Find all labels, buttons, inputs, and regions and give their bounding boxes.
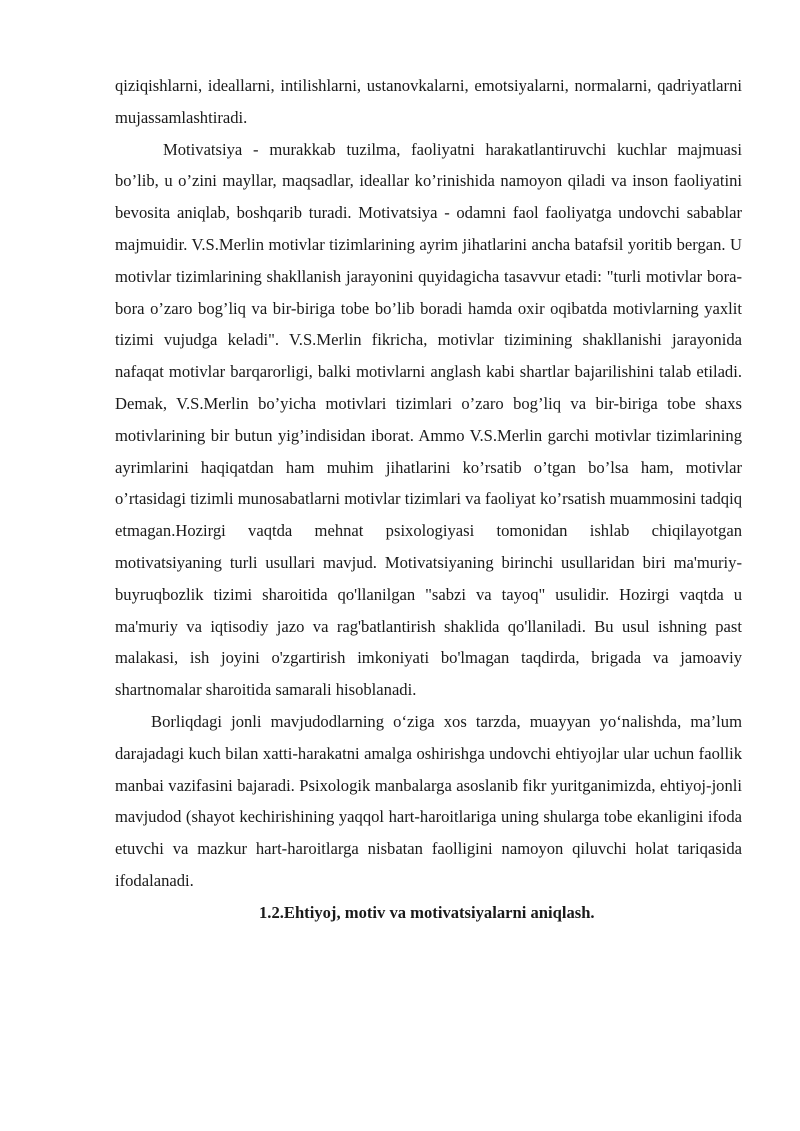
section-heading: 1.2.Ehtiyoj, motiv va motivatsiyalarni aniqlash. [259, 902, 595, 922]
paragraph-motivation: Motivatsiya - murakkab tuzilma, faoliyatni harakatlantiruvchi kuchlar majmuasi bo’lib, u o’zini mayllar, maqsadlar, ideallar ko’rinishida namoyon qiladi va inson faoliyatini bevosita aniqlab, boshqarib turadi. Motivatsiya - odamni faol faoliyatga undovchi sabablar majmuidir. V.S.Merlin motivlar tizimlarining ayrim jihatlarini ancha batafsil yoritib bergan. U motivlar tizimlarining shakllanish jarayonini quyidagicha tasavvur etadi: "turli motivlar bora-bora o’zaro bog’liq va bir-biriga tobe bo’lib boradi hamda oxir oqibatda motivlarning yaxlit tizimi vujudga keladi". V.S.Merlin fikricha, motivlar tizimining shakllanishi jarayonida nafaqat motivlar barqarorligi, balki motivlarni anglash kabi shartlar bajarilishini talab etiladi. Demak, V.S.Merlin bo’yicha motivlari tizimlari o’zaro bog’liq va bir-biriga tobe shaxs motivlarining bir butun yig’indisidan iborat. Ammo V.S.Merlin garchi motivlar tizimlarining ayrimlarini haqiqatdan ham muhim jihatlarini ko’rsatib o’tgan bo’lsa ham, motivlar o’rtasidagi tizimli munosabatlarni motivlar tizimlari va faoliyat ko’rsatish muammosini tadqiq etmagan.Hozirgi vaqtda mehnat psixologiyasi tomonidan ishlab chiqilayotgan motivatsiyaning turli usullari mavjud. Motivatsiyaning birinchi usullaridan biri ma'muriy-buyruqbozlik tizimi sharoitida qo'llanilgan "sabzi va tayoq" usulidir. Hozirgi vaqtda u ma'muriy va iqtisodiy jazo va rag'batlantirish shaklida qo'llaniladi. Bu usul ishning past malakasi, ish joyini o'zgartirish imkoniyati bo'lmagan taqdirda, brigada va jamoaviy shartnomalar sharoitida samarali hisoblanadi. [115, 139, 742, 700]
document-page [115, 70, 742, 929]
paragraph-needs: Borliqdagi jonli mavjudodlarning o‘ziga xos tarzda, muayyan yo‘nalishda, ma’lum darajadagi kuch bilan xatti-harakatni amalga oshirishga undovchi ehtiyojlar ular uchun faollik manbai vazifasini bajaradi. Psixologik manbalarga asoslanib fikr yuritganimizda, ehtiyoj-jonli mavjudod (shayot kechirishining yaqqol hart-haroitlariga uning shularga tobe ekanligini ifoda etuvchi va mazkur hart-haroitlarga nisbatan faolligini namoyon qiluvchi holat tariqasida ifodalanadi. [115, 711, 742, 890]
paragraph-continuation: qiziqishlarni, ideallarni, intilishlarni, ustanovkalarni, emotsiyalarni, normalarni, qadriyatlarni mujassamlashtiradi. [115, 76, 742, 127]
